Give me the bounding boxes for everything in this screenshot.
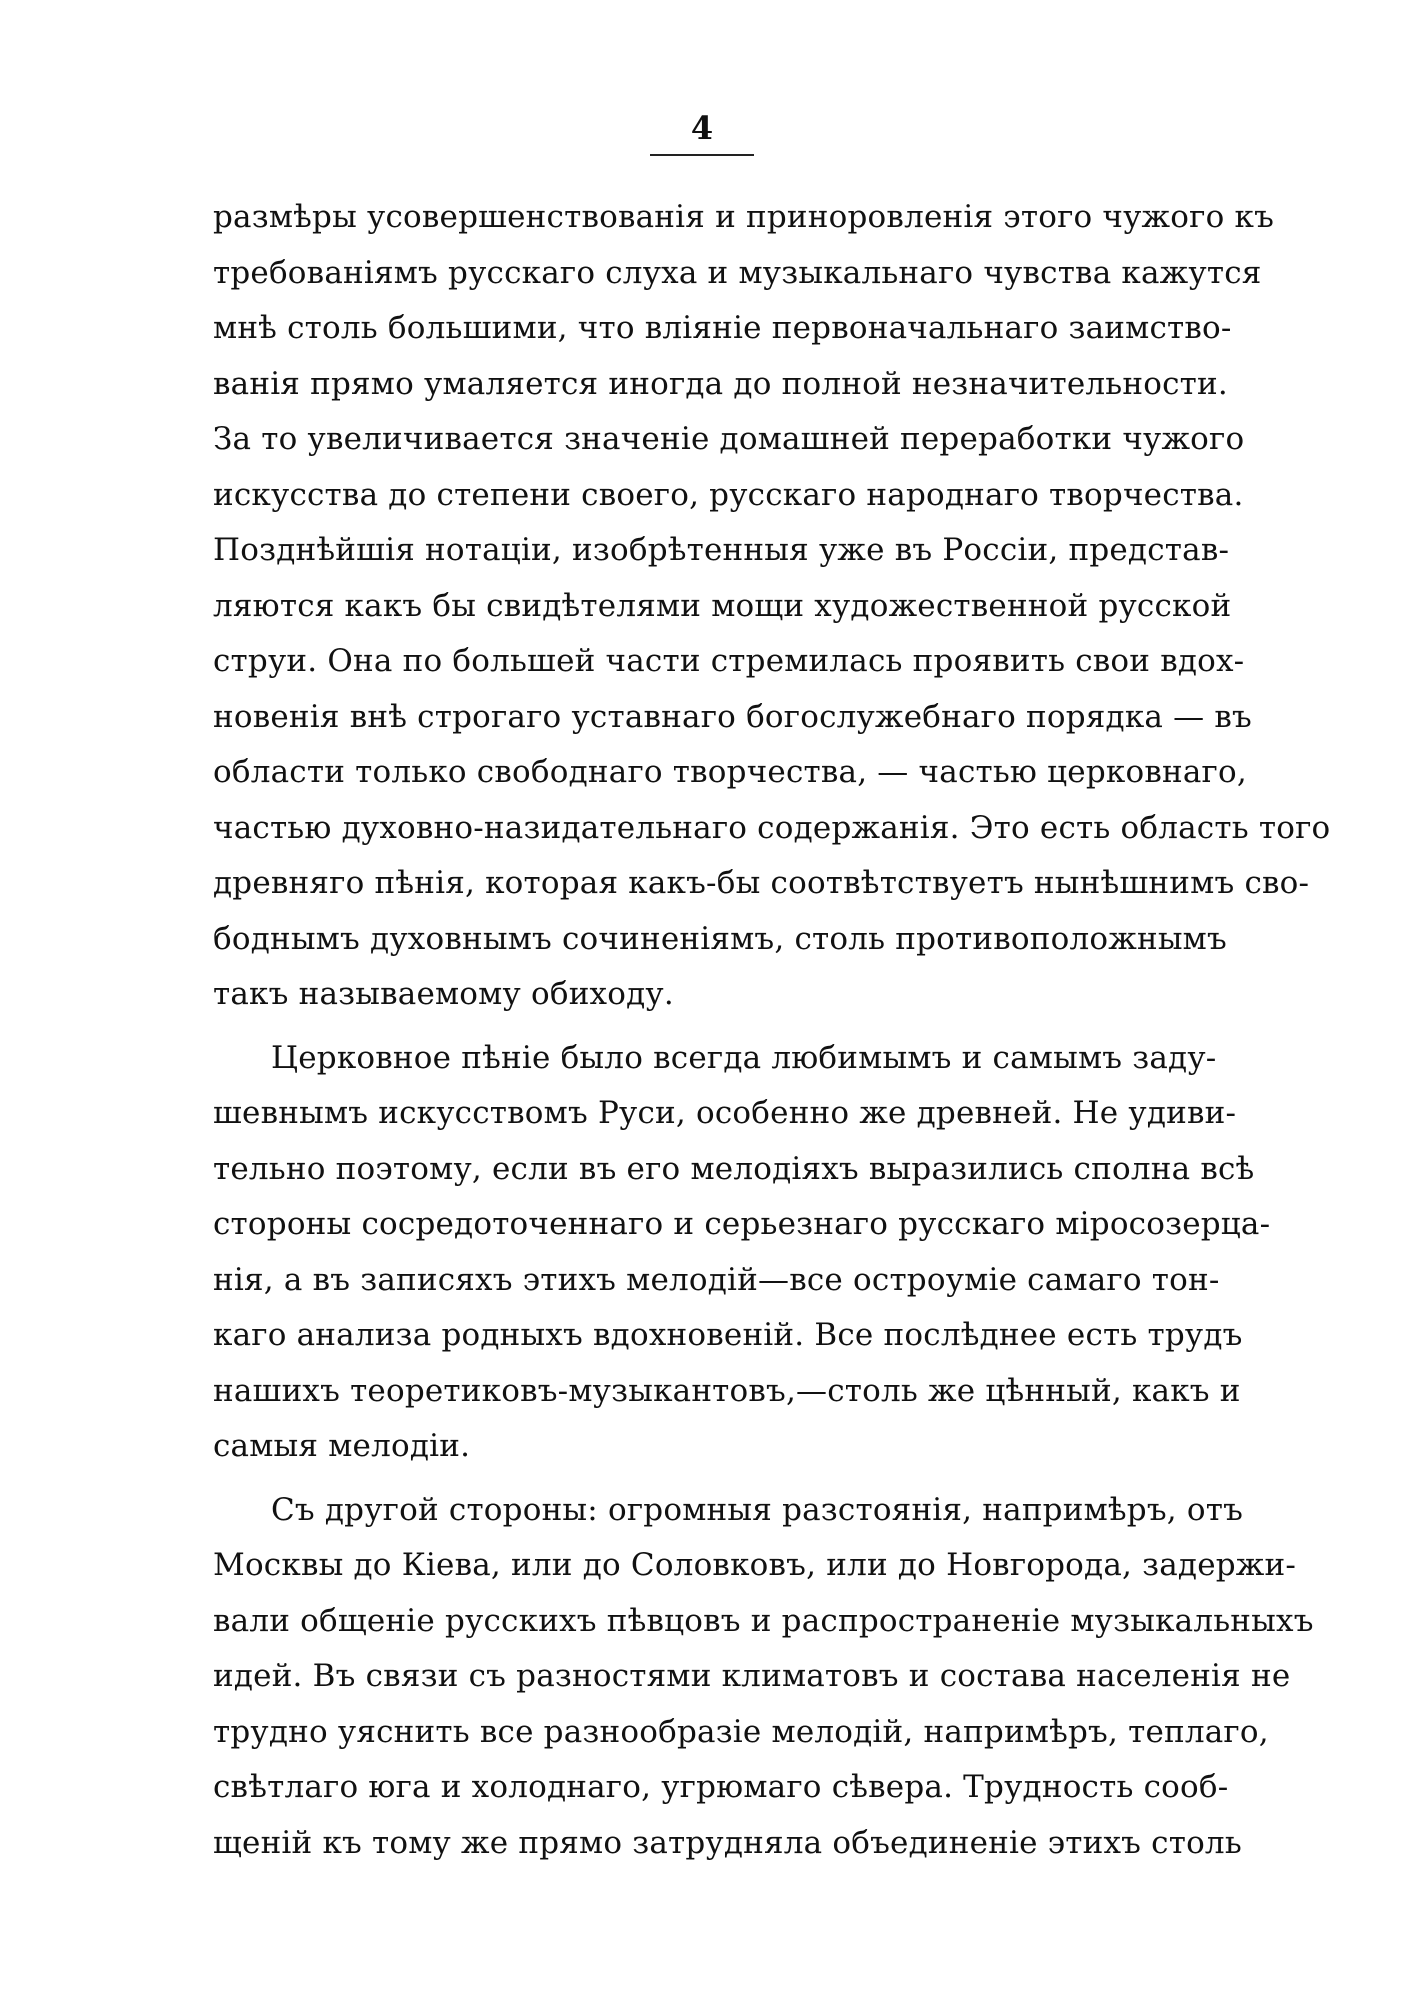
text-line: шевнымъ искусствомъ Руси, особенно же древней. Не удиви-: [213, 1095, 1237, 1131]
text-line: вали общеніе русскихъ пѣвцовъ и распространеніе музыкальныхъ: [213, 1602, 1314, 1639]
paragraph-3: [213, 1483, 1314, 1872]
text-line: частью духовно-назидательнаго содержанія. Это есть область того: [213, 809, 1331, 846]
text-line: самыя мелодіи.: [213, 1428, 471, 1464]
text-line: струи. Она по большей части стремилась проявить свои вдох-: [213, 643, 1245, 679]
text-line: трудно уяснить все разнообразіе мелодій, напримѣръ, теплаго,: [213, 1713, 1269, 1750]
text-line: размѣры усовершенствованія и приноровленія этого чужого къ: [213, 199, 1274, 235]
text-line: боднымъ духовнымъ сочиненіямъ, столь противоположнымъ: [213, 920, 1227, 957]
text-line: требованіямъ русскаго слуха и музыкальнаго чувства кажутся: [213, 254, 1262, 291]
text-line: нія, а въ записяхъ этихъ мелодій—все остроуміе самаго тон-: [213, 1261, 1220, 1298]
text-line: древняго пѣнія, которая какъ-бы соотвѣтствуетъ нынѣшнимъ сво-: [213, 865, 1310, 901]
page-number: 4: [690, 109, 714, 147]
text-line: области только свободнаго творчества, — частью церковнаго,: [213, 754, 1247, 790]
text-line: тельно поэтому, если въ его мелодіяхъ выразились сполна всѣ: [213, 1150, 1255, 1187]
text-line: каго анализа родныхъ вдохновеній. Все послѣднее есть трудъ: [213, 1317, 1243, 1353]
paragraph-1: [213, 190, 1331, 1023]
text-line: новенія внѣ строгаго уставнаго богослужебнаго порядка — въ: [213, 698, 1252, 735]
text-line: искусства до степени своего, русскаго народнаго творчества.: [213, 476, 1244, 513]
text-line: Церковное пѣніе было всегда любимымъ и самымъ заду-: [271, 1039, 1217, 1076]
text-line: Позднѣйшія нотаціи, изобрѣтенныя уже въ Россіи, представ-: [213, 532, 1230, 568]
paragraph-gap: [213, 1475, 1195, 1483]
text-line: ляются какъ бы свидѣтелями мощи художественной русской: [213, 587, 1232, 624]
text-line: идей. Въ связи съ разностями климатовъ и состава населенія не: [213, 1658, 1291, 1694]
text-line: нашихъ теоретиковъ-музыкантовъ,—столь же цѣнный, какъ и: [213, 1372, 1241, 1409]
text-line: свѣтлаго юга и холоднаго, угрюмаго сѣвера. Трудность сооб-: [213, 1769, 1229, 1805]
text-line: мнѣ столь большими, что вліяніе первоначальнаго заимство-: [213, 310, 1232, 346]
text-line: такъ называемому обиходу.: [213, 976, 674, 1012]
text-line: щеній къ тому же прямо затрудняла объединеніе этихъ столь: [213, 1824, 1242, 1861]
text-line: стороны сосредоточеннаго и серьезнаго русскаго міросозерца-: [213, 1206, 1271, 1242]
body-text: [213, 190, 1331, 1871]
text-line: За то увеличивается значеніе домашней переработки чужого: [213, 421, 1245, 457]
text-line: ванія прямо умаляется иногда до полной незначительности.: [213, 365, 1228, 402]
page-number-rule: [650, 154, 754, 156]
text-line: Москвы до Кіева, или до Соловковъ, или до Новгорода, задержи-: [213, 1547, 1297, 1583]
paragraph-gap: [213, 1023, 1195, 1031]
paragraph-2: [213, 1031, 1271, 1475]
text-line: Съ другой стороны: огромныя разстоянія, напримѣръ, отъ: [271, 1491, 1244, 1528]
